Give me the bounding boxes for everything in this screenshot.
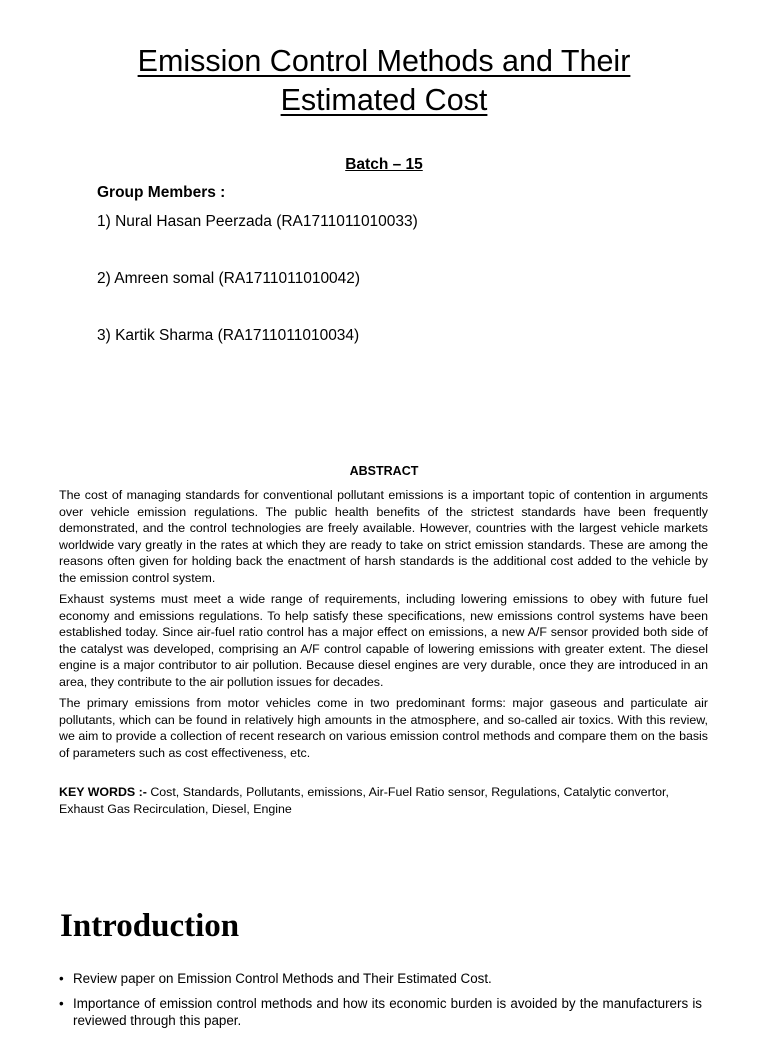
document-title xyxy=(60,42,708,120)
batch-label: Batch – 15 xyxy=(345,156,423,173)
member-item-3: 3) Kartik Sharma (RA1711011010034) xyxy=(97,327,360,344)
keywords xyxy=(59,784,708,817)
abstract-paragraph-2: Exhaust systems must meet a wide range of requirements, including lowering emissions to obey with future fuel economy and emissions regulations. To help satisfy these specifications, new emissions control systems have been established today. Since air-fuel ratio control has a major effect on emissions, a new A/F sensor provided both side of the catalyst was developed, comprising an A/F control capable of lowering emissions with greater extent. The diesel engine is a major contributor to air pollution. Because diesel engines are very durable, once they are introduced in an area, they contribute to the air pollution issues for decades. xyxy=(59,592,708,689)
introduction-bullet-list xyxy=(59,970,702,1037)
keywords-label: KEY WORDS :- xyxy=(59,785,147,799)
title-line-2: Estimated Cost xyxy=(280,83,488,117)
member-item-1: 1) Nural Hasan Peerzada (RA1711011010033) xyxy=(97,213,418,230)
abstract-body xyxy=(59,487,708,766)
abstract-paragraph-1: The cost of managing standards for conventional pollutant emissions is a important topic of contention in arguments over vehicle emission regulations. The public health benefits of the strictest standards have been frequently demonstrated, and the control technologies are freely available. However, countries with the largest vehicle markets worldwide vary greatly in the rates at which they are ready to take on strict emission standards. These are among the reasons often given for holding back the enactment of harsh standards is the additional cost added to the vehicle by the emission control system. xyxy=(59,488,708,585)
introduction-heading: Introduction xyxy=(60,908,240,944)
group-members-label: Group Members : xyxy=(97,184,226,201)
bullet-text: Review paper on Emission Control Methods and Their Estimated Cost. xyxy=(73,971,492,986)
title-line-1: Emission Control Methods and Their xyxy=(137,44,631,78)
member-item-2: 2) Amreen somal (RA1711011010042) xyxy=(97,270,361,287)
abstract-paragraph-3: The primary emissions from motor vehicles come in two predominant forms: major gaseous and particulate air pollutants, which can be found in relatively high amounts in the atmosphere, and so-called air toxics. With this review, we aim to provide a collection of recent research on various emission control methods and compare them on the basis of parameters such as cost effectiveness, etc. xyxy=(59,696,708,760)
bullet-icon: • xyxy=(59,971,64,986)
keywords-text: Cost, Standards, Pollutants, emissions, Air-Fuel Ratio sensor, Regulations, Catalytic convertor, Exhaust Gas Recirculation, Diesel, Engine xyxy=(59,785,669,816)
bullet-item xyxy=(59,970,702,987)
abstract-heading: ABSTRACT xyxy=(349,464,419,478)
bullet-text: Importance of emission control methods and how its economic burden is avoided by the manufacturers is reviewed through this paper. xyxy=(73,996,702,1028)
bullet-icon: • xyxy=(59,996,64,1011)
